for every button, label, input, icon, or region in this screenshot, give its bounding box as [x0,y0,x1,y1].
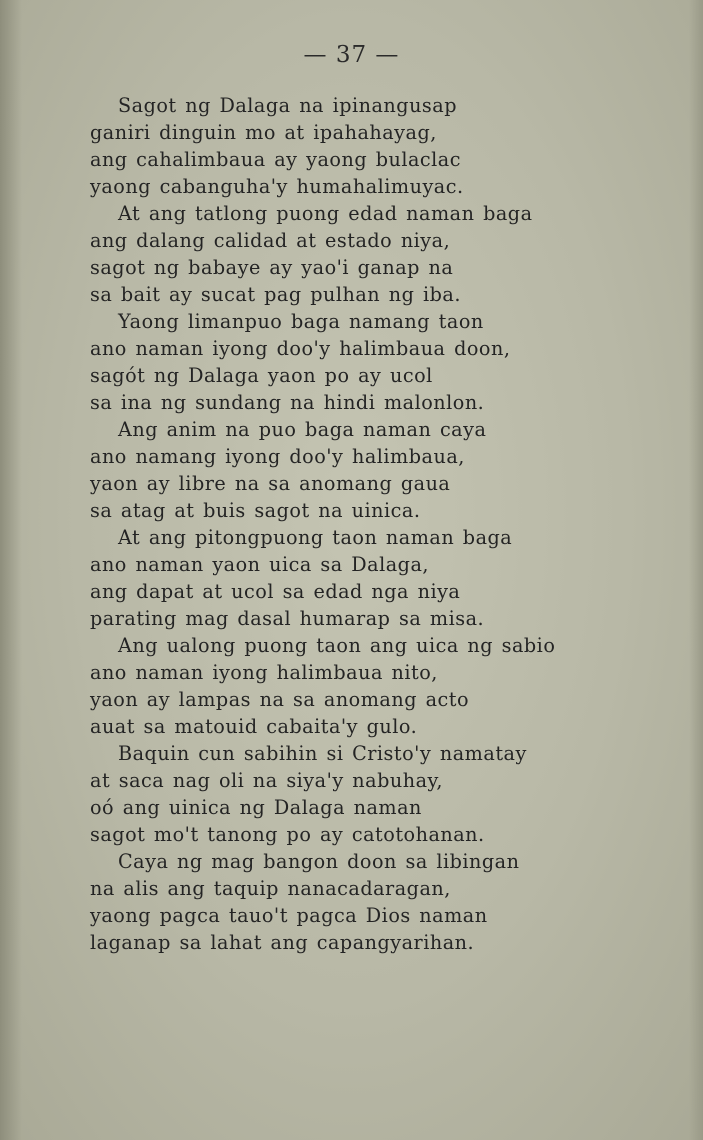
verse-line: yaon ay libre na sa anomang gaua [90,472,451,495]
verse-line: ang dalang calidad at estado niya, [90,229,451,252]
stanza [90,308,680,416]
verse-line: parating mag dasal humarap sa misa. [90,607,485,630]
verse-line: yaon ay lampas na sa anomang acto [90,688,470,711]
verse-line: ganiri dinguin mo at ipahahayag, [90,121,437,144]
stanza [90,632,680,740]
verse-line: Sagot ng Dalaga na ipinangusap [118,94,458,117]
verse-line: yaong pagca tauo't pagca Dios naman [90,904,488,927]
verse-line: na alis ang taquip nanacadaragan, [90,877,451,900]
verse-line: ano namang iyong doo'y halimbaua, [90,445,465,468]
verse-line: Ang anim na puo baga naman caya [118,418,487,441]
verse-line: Yaong limanpuo baga namang taon [118,310,484,333]
stanza [90,524,680,632]
stanza [90,740,680,848]
verse-line: yaong cabanguha'y humahalimuyac. [90,175,464,198]
verse-line: sagót ng Dalaga yaon po ay ucol [90,364,433,387]
verse-line: ano naman yaon uica sa Dalaga, [90,553,430,576]
verse-line: Baquin cun sabihin si Cristo'y namatay [118,742,527,765]
stanza [90,92,680,200]
verse-line: ang dapat at ucol sa edad nga niya [90,580,461,603]
poem [90,92,680,956]
verse-line: sa bait ay sucat pag pulhan ng iba. [90,283,461,306]
verse-line: ano naman iyong doo'y halimbaua doon, [90,337,511,360]
stanza [90,416,680,524]
verse-line: at saca nag oli na siya'y nabuhay, [90,769,443,792]
verse-line: Caya ng mag bangon doon sa libingan [118,850,520,873]
verse-line: At ang tatlong puong edad naman baga [118,202,533,225]
verse-line: Ang ualong puong taon ang uica ng sabio [118,634,556,657]
page-shadow-right [689,0,703,1140]
verse-line: sagot ng babaye ay yao'i ganap na [90,256,454,279]
stanza [90,848,680,956]
verse-line: At ang pitongpuong taon naman baga [118,526,513,549]
page-number: — 37 — [303,42,400,68]
page-shadow-left [0,0,22,1140]
stanza [90,200,680,308]
verse-line: sa atag at buis sagot na uinica. [90,499,421,522]
verse-line: ano naman iyong halimbaua nito, [90,661,438,684]
verse-line: sa ina ng sundang na hindi malonlon. [90,391,485,414]
verse-line: ang cahalimbaua ay yaong bulaclac [90,148,461,171]
verse-line: oó ang uinica ng Dalaga naman [90,796,422,819]
verse-line: sagot mo't tanong po ay catotohanan. [90,823,485,846]
verse-line: laganap sa lahat ang capangyarihan. [90,931,475,954]
verse-line: auat sa matouid cabaita'y gulo. [90,715,418,738]
